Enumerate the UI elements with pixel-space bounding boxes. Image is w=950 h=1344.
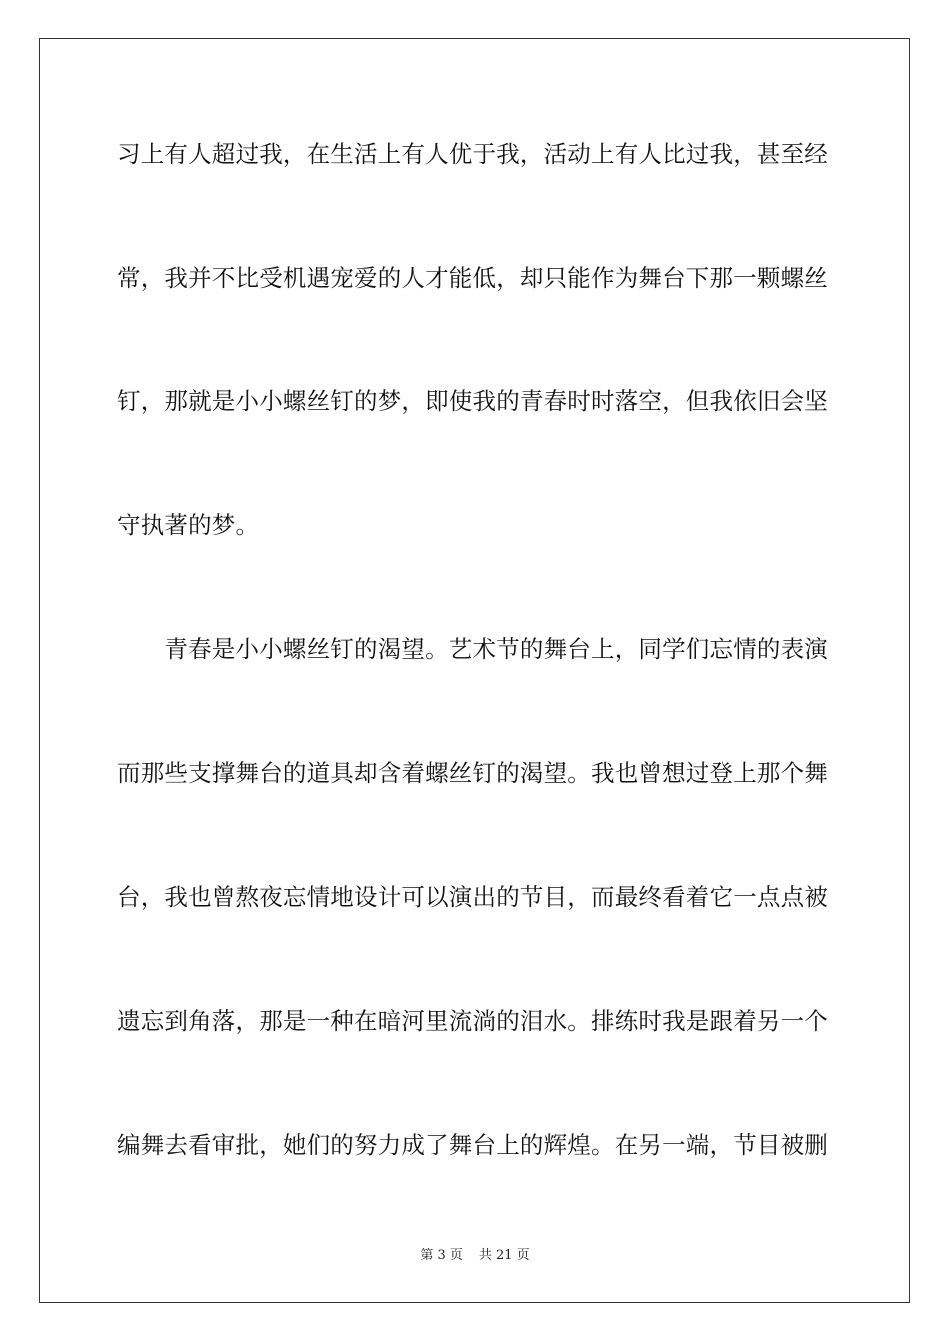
page-footer xyxy=(0,1248,950,1264)
body-text-line-1: 习上有人超过我，在生活上有人优于我，活动上有人比过我，甚至经 xyxy=(117,140,828,168)
body-text-line-5: 青春是小小螺丝钉的渴望。艺术节的舞台上，同学们忘情的表演 xyxy=(117,635,828,663)
total-pages: 共 21 页 xyxy=(478,1248,530,1263)
body-text-line-8: 遗忘到角落，那是一种在暗河里流淌的泪水。排练时我是跟着另一个 xyxy=(117,1007,828,1035)
page-number: 第 3 页 xyxy=(420,1248,463,1263)
body-text-line-6: 而那些支撑舞台的道具却含着螺丝钉的渴望。我也曾想过登上那个舞 xyxy=(117,759,828,787)
body-text-line-3: 钉，那就是小小螺丝钉的梦，即使我的青春时时落空，但我依旧会坚 xyxy=(117,387,828,415)
body-text-line-7: 台，我也曾熬夜忘情地设计可以演出的节目，而最终看着它一点点被 xyxy=(117,883,828,911)
body-text-line-4: 守执著的梦。 xyxy=(117,511,260,539)
body-text-line-2: 常，我并不比受机遇宠爱的人才能低，却只能作为舞台下那一颗螺丝 xyxy=(117,264,828,292)
body-text-line-9: 编舞去看审批，她们的努力成了舞台上的辉煌。在另一端，节目被删 xyxy=(117,1131,828,1159)
page-border xyxy=(39,38,910,1303)
